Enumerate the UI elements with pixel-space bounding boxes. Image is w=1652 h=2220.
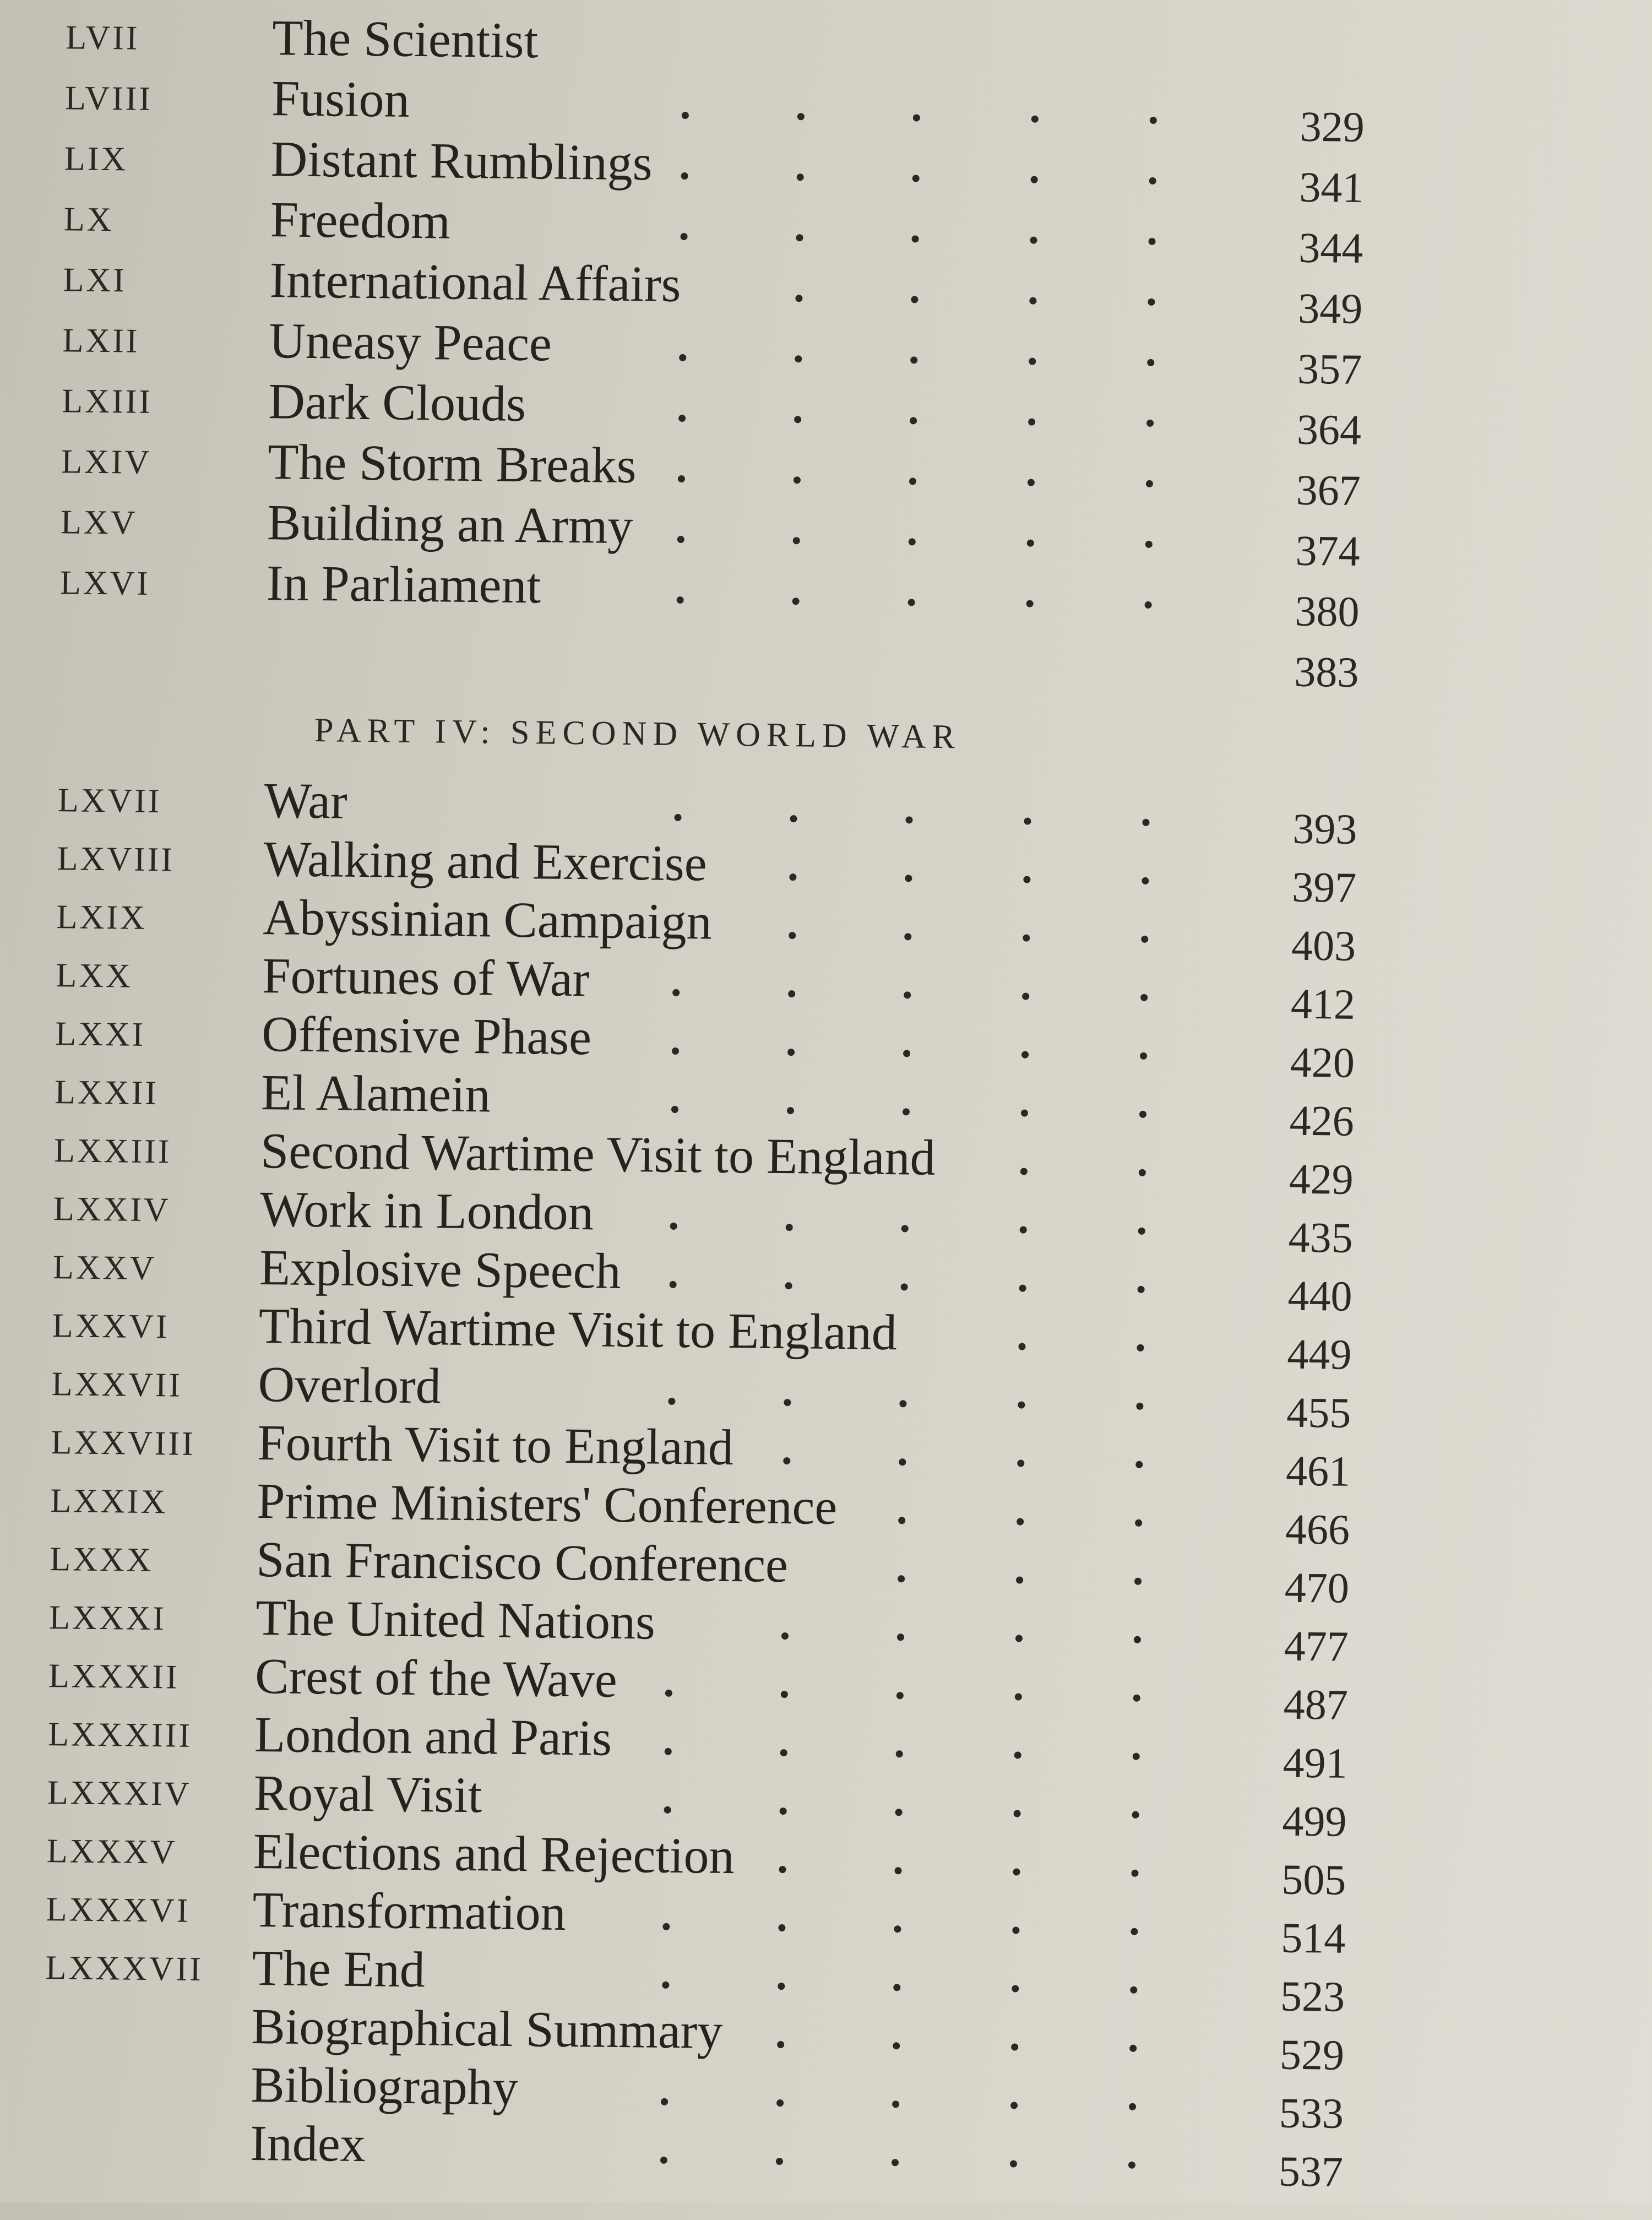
leader-dot <box>896 1692 904 1699</box>
leader-dot <box>1149 177 1156 184</box>
leader-dot <box>1022 993 1029 1000</box>
chapter-title: San Francisco Conference <box>256 1531 789 1593</box>
leader-dot <box>1139 1169 1146 1176</box>
chapter-numeral: LXXXVI <box>46 1891 191 1930</box>
leader-dot <box>897 1633 904 1641</box>
leader-dot <box>678 415 686 422</box>
leader-dot <box>892 2159 899 2166</box>
leader-dot <box>911 235 919 242</box>
leader-dot <box>905 875 912 882</box>
page-number: 429 <box>1289 1154 1354 1203</box>
chapter-numeral: LXXV <box>52 1249 157 1288</box>
leader-dot <box>789 873 796 881</box>
leader-dot <box>1147 359 1154 366</box>
chapter-numeral: LVII <box>65 19 140 57</box>
page-number: 435 <box>1288 1213 1354 1262</box>
page-number: 491 <box>1283 1738 1348 1787</box>
leader-dot <box>894 1925 901 1933</box>
page-number: 397 <box>1291 862 1357 911</box>
leader-dot <box>1148 238 1155 245</box>
leader-dot <box>779 1866 786 1873</box>
leader-dot <box>1012 1926 1019 1934</box>
leader-dot <box>1026 600 1034 607</box>
page-number: 533 <box>1279 2088 1344 2137</box>
leader-dot <box>1133 1695 1140 1702</box>
chapter-title: Work in London <box>259 1181 594 1241</box>
page-number: 466 <box>1285 1505 1350 1554</box>
page-number: 329 <box>1300 102 1365 151</box>
page-number: 357 <box>1297 344 1362 393</box>
page-number: 383 <box>1294 647 1359 696</box>
leader-dot <box>894 1867 901 1874</box>
page-number: 426 <box>1289 1096 1355 1145</box>
leader-dot <box>665 1690 672 1697</box>
page-number: 537 <box>1278 2147 1344 2196</box>
leader-dot <box>910 417 917 424</box>
leader-dot <box>912 175 920 182</box>
leader-dot <box>1138 1228 1145 1235</box>
leader-dot <box>1146 480 1153 487</box>
leader-dot <box>1030 237 1037 244</box>
leader-dot <box>681 233 688 240</box>
chapter-numeral: LX <box>63 200 114 239</box>
chapter-title: Abyssinian Campaign <box>263 889 713 950</box>
leader-dot <box>899 1400 906 1407</box>
leader-dot <box>1028 419 1035 426</box>
leader-dot <box>668 1398 675 1405</box>
leader-dot <box>898 1517 905 1524</box>
page-number: 505 <box>1281 1855 1346 1904</box>
chapter-numeral: LXXXII <box>48 1657 180 1696</box>
leader-dot <box>678 475 685 482</box>
chapter-title: Royal Visit <box>253 1765 482 1823</box>
leader-dot <box>1024 818 1031 825</box>
leader-dot <box>898 1575 905 1582</box>
leader-dot <box>781 1632 789 1640</box>
leader-dot <box>792 598 800 605</box>
chapter-numeral: LXXX <box>50 1540 154 1579</box>
chapter-title: Prime Ministers' Conference <box>256 1473 838 1535</box>
chapter-title: Bibliography <box>250 2056 519 2116</box>
leader-dot <box>1027 540 1034 547</box>
chapter-numeral: LXXIII <box>53 1132 172 1171</box>
chapter-title: Fortunes of War <box>262 947 590 1007</box>
leader-dot <box>780 1749 787 1756</box>
leader-dot <box>911 296 918 303</box>
leader-dot <box>1013 1868 1020 1875</box>
chapter-numeral: LXXXV <box>46 1832 178 1871</box>
chapter-numeral: LXIII <box>62 382 153 421</box>
chapter-title: Elections and Rejection <box>253 1823 735 1885</box>
page-number: 420 <box>1290 1038 1355 1087</box>
leader-dot <box>662 1982 669 1989</box>
leader-dot <box>661 2098 668 2105</box>
leader-dot <box>677 596 684 604</box>
leader-dot <box>1134 1578 1142 1585</box>
leader-dot <box>781 1691 788 1698</box>
page-number: 529 <box>1279 2030 1345 2079</box>
chapter-numeral: LXIX <box>56 898 147 937</box>
leader-dot <box>1145 601 1152 609</box>
leader-dot <box>681 172 688 180</box>
leader-dot <box>1140 994 1148 1001</box>
leader-dot <box>789 932 796 939</box>
leader-dot <box>786 1224 793 1231</box>
leader-dot <box>908 599 915 606</box>
leader-dot <box>1018 1343 1025 1350</box>
leader-dot <box>1031 176 1038 183</box>
chapter-numeral: LXXII <box>54 1073 159 1112</box>
leader-dot <box>679 354 686 361</box>
chapter-numeral: LXXXIII <box>47 1716 193 1755</box>
leader-dot <box>1134 1636 1141 1643</box>
page-number: 380 <box>1295 587 1360 636</box>
chapter-numeral: LXXXVII <box>45 1949 204 1989</box>
chapter-numeral: LXXVII <box>51 1365 183 1404</box>
chapter-title: El Alamein <box>260 1064 491 1123</box>
page-number: 412 <box>1290 979 1356 1028</box>
leader-dot <box>1023 935 1030 942</box>
leader-dot <box>783 1457 790 1464</box>
leader-dot <box>788 990 795 997</box>
chapter-numeral: LXV <box>60 503 138 542</box>
leader-dot <box>1029 358 1036 365</box>
leader-dot <box>1137 1344 1144 1351</box>
leader-dot <box>1028 479 1035 486</box>
chapter-title: Third Wartime Visit to England <box>258 1298 898 1361</box>
leader-dot <box>1129 2103 1136 2110</box>
leader-dot <box>664 1806 671 1814</box>
leader-dot <box>784 1399 791 1406</box>
page-number: 461 <box>1285 1446 1351 1495</box>
leader-dot <box>674 814 681 821</box>
page-number: 470 <box>1284 1563 1350 1612</box>
chapter-title: International Affairs <box>269 252 682 312</box>
page-number: 523 <box>1280 1972 1345 2021</box>
leader-dot <box>1029 297 1036 305</box>
page-number: 499 <box>1282 1796 1347 1846</box>
leader-dot <box>793 537 800 544</box>
leader-dot <box>893 2042 900 2049</box>
chapter-title: Second Wartime Visit to England <box>260 1122 936 1186</box>
chapter-numeral: LXXIX <box>50 1482 168 1521</box>
leader-dot <box>1150 117 1157 124</box>
leader-dot <box>1130 1986 1137 1994</box>
leader-dot <box>1142 877 1149 884</box>
leader-dot <box>1142 819 1149 826</box>
leader-dot <box>1138 1286 1145 1293</box>
chapter-title: Index <box>249 2114 366 2173</box>
leader-dot <box>1145 541 1153 548</box>
leader-dot <box>1015 1693 1022 1700</box>
leader-dot <box>1014 1751 1021 1758</box>
leader-dot <box>909 477 916 485</box>
leader-dot <box>1128 2162 1135 2169</box>
leader-dot <box>1017 1459 1024 1467</box>
chapter-title: The Scientist <box>271 9 539 69</box>
chapter-title: The United Nations <box>255 1589 656 1650</box>
leader-dot <box>1133 1753 1140 1760</box>
page-number: 374 <box>1295 526 1361 575</box>
chapter-title: The End <box>252 1939 426 1998</box>
leader-dot <box>1019 1285 1026 1292</box>
leader-dot <box>671 1106 678 1113</box>
chapter-numeral: LXXIV <box>53 1190 171 1229</box>
leader-dot <box>1021 1110 1028 1117</box>
leader-dot <box>1136 1403 1143 1410</box>
leader-dot <box>662 1923 670 1930</box>
chapter-numeral: LXXI <box>55 1015 146 1054</box>
leader-dot <box>1014 1810 1021 1817</box>
leader-dot <box>895 1809 903 1816</box>
leader-dot <box>790 815 797 822</box>
leader-dot <box>776 2158 783 2165</box>
leader-dot <box>1140 1052 1147 1060</box>
leader-dot <box>1131 1928 1138 1935</box>
leader-dot <box>1020 1168 1028 1175</box>
leader-dot <box>778 1924 785 1931</box>
leader-dot <box>1141 936 1148 943</box>
leader-dot <box>1131 1870 1138 1877</box>
chapter-title: Crest of the Wave <box>254 1648 618 1708</box>
leader-dot <box>904 991 911 998</box>
leader-dot <box>1148 298 1155 306</box>
leader-dot <box>904 933 911 940</box>
leader-dot <box>909 538 916 545</box>
chapter-title: Explosive Speech <box>259 1239 622 1299</box>
leader-dot <box>1018 1401 1025 1408</box>
leader-dot <box>903 1050 910 1057</box>
leader-dot <box>682 112 689 119</box>
page-number: 477 <box>1284 1621 1349 1670</box>
page-number: 487 <box>1283 1680 1349 1729</box>
page-number: 349 <box>1297 284 1363 333</box>
leader-dot <box>1023 876 1030 883</box>
leader-dot <box>1010 2102 1018 2109</box>
page-number: 449 <box>1286 1329 1352 1378</box>
leader-dot <box>903 1108 910 1115</box>
leader-dot <box>901 1225 909 1232</box>
page-number: 403 <box>1291 921 1356 970</box>
part-heading: PART IV: SECOND WORLD WAR <box>314 712 961 756</box>
chapter-title: Building an Army <box>267 494 634 555</box>
leader-dot <box>787 1107 794 1114</box>
leader-dot <box>905 816 912 823</box>
leader-dot <box>1135 1461 1143 1468</box>
leader-dot <box>670 1223 677 1230</box>
leader-dot <box>797 173 804 181</box>
chapter-title: Fusion <box>271 70 410 128</box>
chapter-numeral: LXII <box>62 322 140 360</box>
page-number: 364 <box>1296 405 1362 454</box>
leader-dot <box>797 113 805 120</box>
leader-dot <box>780 1808 787 1815</box>
leader-dot <box>893 1984 900 1991</box>
chapter-numeral: LIX <box>64 140 128 178</box>
leader-dot <box>913 114 920 121</box>
chapter-numeral: LXIV <box>61 443 152 481</box>
page-number: 367 <box>1296 465 1361 514</box>
leader-dot <box>892 2100 899 2108</box>
chapter-numeral: LXVIII <box>57 840 175 879</box>
leader-dot <box>794 416 801 423</box>
leader-dot <box>794 476 801 484</box>
leader-dot <box>672 1047 679 1055</box>
leader-dot <box>1139 1111 1146 1118</box>
leader-dot <box>896 1750 903 1757</box>
page-number: 440 <box>1287 1271 1352 1320</box>
leader-dot <box>670 1281 677 1288</box>
leader-dot <box>795 295 802 302</box>
leader-dot <box>1132 1811 1139 1819</box>
chapter-numeral: LXI <box>63 261 127 300</box>
chapter-numeral: LXXXI <box>48 1599 167 1638</box>
leader-dot <box>672 989 680 996</box>
chapter-numeral: LVIII <box>64 79 153 118</box>
leader-dot <box>910 356 917 363</box>
leader-dot <box>777 2041 784 2048</box>
leader-dot <box>1011 2043 1018 2050</box>
toc-section-top <box>0 0 1652 696</box>
chapter-title: The Storm Breaks <box>267 433 637 494</box>
chapter-title: Dark Clouds <box>268 373 526 432</box>
leader-dot <box>796 234 803 241</box>
chapter-title: In Parliament <box>266 555 541 614</box>
chapter-numeral: LXVI <box>59 564 151 603</box>
chapter-title: Walking and Exercise <box>263 831 708 892</box>
chapter-numeral: LXXXIV <box>47 1774 192 1813</box>
chapter-title: Uneasy Peace <box>269 312 552 372</box>
leader-dot <box>899 1458 906 1465</box>
leader-dot <box>1020 1226 1027 1234</box>
leader-dot <box>1010 2160 1017 2167</box>
page-number: 344 <box>1298 223 1363 272</box>
chapter-title: Distant Rumblings <box>270 131 653 191</box>
leader-dot <box>901 1283 908 1290</box>
leader-dot <box>1012 1985 1019 1992</box>
chapter-numeral: LXXVIII <box>51 1424 196 1463</box>
leader-dot <box>1146 420 1154 427</box>
chapter-title: Offensive Phase <box>261 1006 592 1066</box>
chapter-title: Biographical Summary <box>251 1998 723 2059</box>
page-number: 514 <box>1280 1913 1346 1962</box>
page-number: 341 <box>1299 162 1365 211</box>
leader-dot <box>787 1049 795 1056</box>
leader-dot <box>677 536 684 543</box>
leader-dot <box>660 2157 667 2164</box>
leader-dot <box>1135 1519 1142 1527</box>
chapter-numeral: LXVII <box>57 781 162 821</box>
leader-dot <box>665 1748 672 1755</box>
chapter-numeral: LXXVI <box>52 1307 170 1346</box>
chapter-title: Freedom <box>270 191 451 249</box>
leader-dot <box>1016 1576 1023 1583</box>
leader-dot <box>1017 1518 1024 1525</box>
leader-dot <box>785 1282 792 1289</box>
chapter-title: Overlord <box>258 1356 442 1414</box>
chapter-numeral: LXX <box>56 957 133 995</box>
leader-dot <box>1021 1051 1029 1059</box>
chapter-title: Fourth Visit to England <box>257 1414 734 1476</box>
leader-dot <box>795 355 802 362</box>
leader-dot <box>776 2099 784 2107</box>
chapter-title: Transformation <box>252 1881 567 1941</box>
chapter-title: London and Paris <box>254 1706 612 1766</box>
page-number: 393 <box>1292 804 1357 853</box>
leader-dot <box>1015 1635 1023 1642</box>
chapter-title: War <box>264 772 348 829</box>
leader-dot <box>1129 2045 1137 2052</box>
leader-dot <box>778 1983 785 1990</box>
page-number: 455 <box>1286 1388 1351 1437</box>
leader-dot <box>1031 116 1039 123</box>
